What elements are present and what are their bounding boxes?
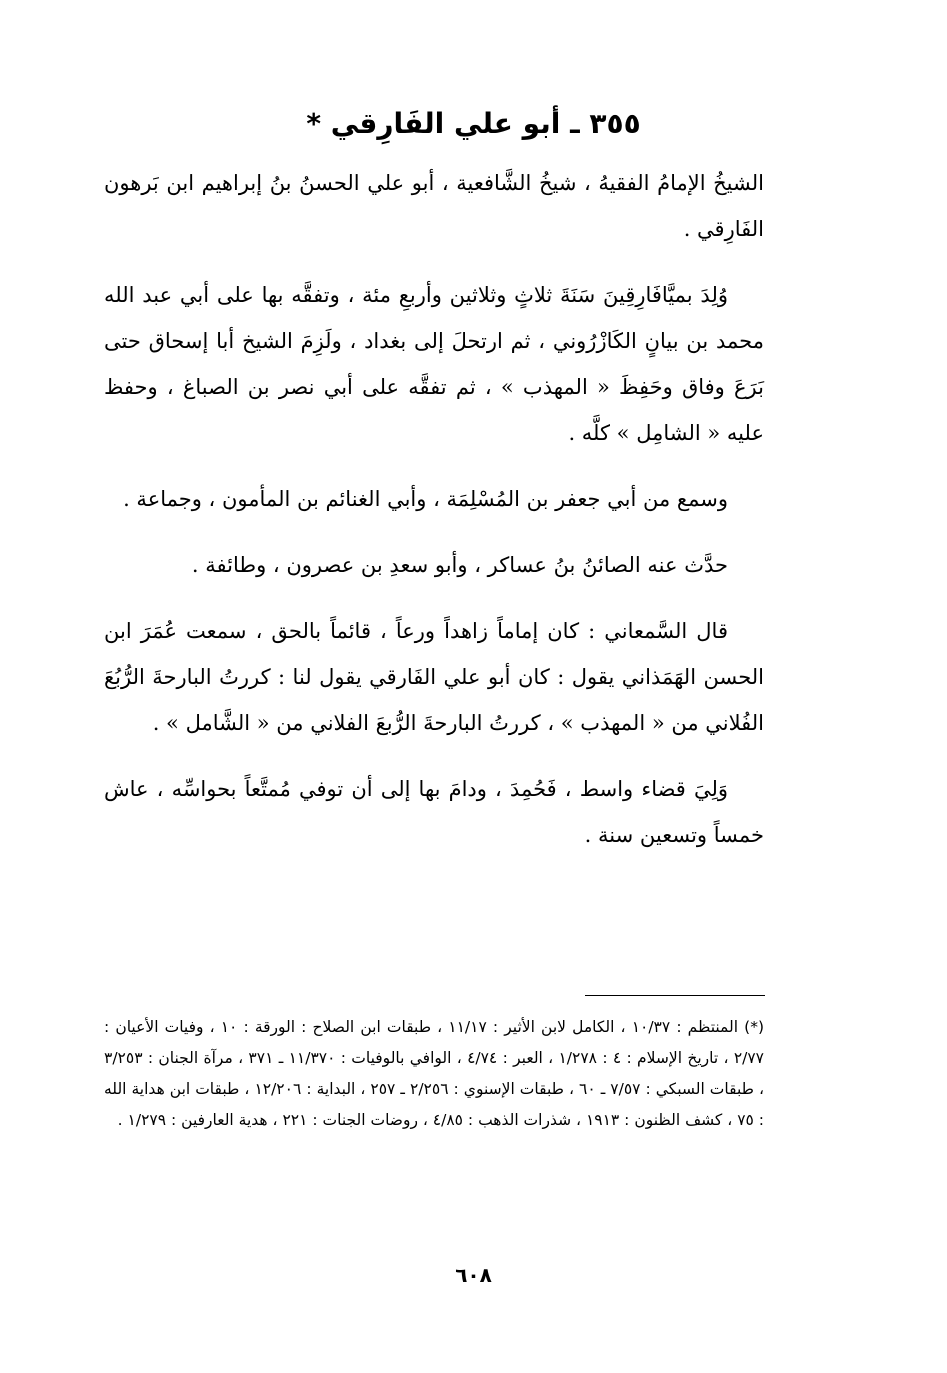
footnote-divider — [585, 995, 765, 996]
footnote-sources: (*) المنتظم : ١٠/٣٧ ، الكامل لابن الأثير : ١١/١٧ ، طبقات ابن الصلاح : الورقة : ١٠ ، وفيات الأعيان : ٢/٧٧ ، تاريخ الإسلام : ٤ : ١/٢٧٨ ، العبر : ٤/٧٤ ، الوافي بالوفيات : ١١/٣٧٠ ـ ٣٧١ ، مرآة الجنان : ٣/٢٥٣ ، طبقات السبكي : ٧/٥٧ ـ ٦٠ ، طبقات الإسنوي : ٢/٢٥٦ ـ ٢٥٧ ، البداية : ١٢/٢٠٦ ، طبقات ابن هداية الله : ٧٥ ، كشف الظنون : ١٩١٣ ، شذرات الذهب : ٤/٨٥ ، روضات الجنات : ٢٢١ ، هدية العارفين : ١/٢٧٩ . — [104, 1018, 765, 1129]
paragraph-birth-study: وُلِدَ بميَّافَارِقِينَ سَنَةَ ثلاثٍ وثلاثين وأربعِ مئة ، وتفقَّه بها على أبي عبد الله محمد بن بيانٍ الكَازْرُوني ، ثم ارتحلَ إلى بغداد ، ولَزِمَ الشيخ أبا إسحاق حتى بَرَعَ وفاق وحَفِظَ « المهذب » ، ثم تفقَّه على أبي نصر بن الصباغ ، وحفظ عليه « الشامِل » كلَّه . — [104, 283, 764, 445]
paragraph-heard-from: وسمع من أبي جعفر بن المُسْلِمَة ، وأبي الغنائم بن المأمون ، وجماعة . — [123, 487, 728, 511]
page-number: ٦٠٨ — [455, 1263, 492, 1287]
paragraph-samani-quote: قال السَّمعاني : كان إماماً زاهداً ورعاً ، قائماً بالحق ، سمعت عُمَرَ ابن الحسن الهَمَذاني يقول : كان أبو علي الفَارقي يقول لنا : كررتُ البارحةَ الرُّبُعَ الفُلاني من « المهذب » ، كررتُ البارحةَ الرُّبعَ الفلاني من « الشَّامل » . — [104, 619, 764, 735]
paragraph-judgeship-death: وَلِيَ قضاء واسط ، فَحُمِدَ ، ودامَ بها إلى أن توفي مُمتَّعاً بحواسِّه ، عاش خمساً وتسعين سنة . — [104, 777, 764, 847]
paragraph-narrated-by: حدَّث عنه الصائنُ بنُ عساكر ، وأبو سعدِ بن عصرون ، وطائفة . — [191, 553, 728, 577]
entry-title: ٣٥٥ ـ أبو علي الفَارِقي * — [306, 107, 641, 140]
entry-body — [104, 160, 764, 878]
paragraph-name-lineage: الشيخُ الإمامُ الفقيهُ ، شيخُ الشَّافعية ، أبو علي الحسنُ بنُ إبراهيم ابن بَرهون الفَارِقي . — [104, 171, 764, 241]
